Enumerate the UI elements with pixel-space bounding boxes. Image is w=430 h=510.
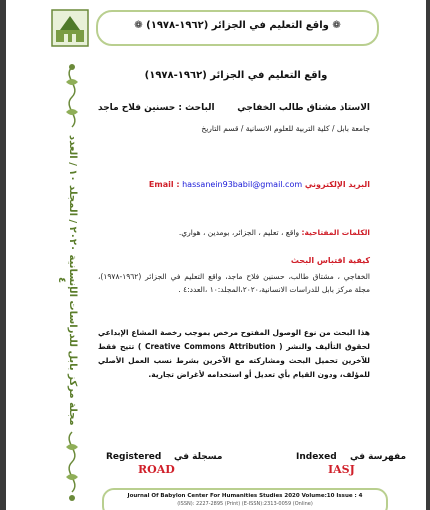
affiliation: جامعة بابل / كلية التربية للعلوم الانسانية / قسم التاريخ: [201, 124, 370, 133]
article-title: واقع التعليم في الجزائر (١٩٦٢-١٩٧٨): [144, 70, 328, 81]
license-text: هذا البحث من نوع الوصول المفتوح مرخص بموجب رخصة المشاع الإبداعي لحقوق التأليف والنشر ( Creative Commons Attribution ) تتيح فقط للآخرين تحميل البحث ومشاركته مع الآخرين بشرط نسب العمل الأصلي للمؤلف، ودون القيام بأي تعديل أو استخدامه لأغراض تجارية.: [98, 328, 370, 379]
keywords-row: [98, 228, 370, 237]
indexed-arabic-label: مفهرسة في: [350, 452, 407, 462]
registered-arabic-label: مسجلة في: [174, 452, 223, 462]
email-label: البريد الإلكتروني Email :: [148, 180, 370, 189]
keywords-value: واقع ، تعليم ، الجزائر، بومدين ، هواري.: [178, 228, 300, 237]
footer-frame: [102, 488, 388, 510]
indexed-label: Indexed: [296, 452, 337, 462]
issn-footer: (ISSN): 2227-2895 (Print) (E-ISSN):2313-0059 (Online): [177, 501, 313, 507]
document-page: [6, 0, 426, 510]
researcher-name: الباحث : حسنين فلاح ماجد: [98, 103, 215, 113]
email-link[interactable]: hassanein93babil@gmail.com: [182, 180, 303, 189]
citation-title: كيفية اقتباس البحث: [290, 256, 370, 265]
registered-label: Registered: [106, 452, 162, 462]
ornament-icon: ❁: [328, 20, 341, 31]
keywords-label: الكلمات المفتاحية:: [301, 228, 370, 237]
author-name: الاستاذ مشتاق طالب الخفاجي: [237, 103, 370, 113]
authors-row: [98, 103, 370, 113]
ornament-icon: ❁: [134, 20, 147, 31]
header-frame: [96, 10, 379, 46]
road-link[interactable]: ROAD: [138, 463, 175, 476]
journal-logo: [50, 8, 90, 48]
running-header: ❁ واقع التعليم في الجزائر (١٩٦٢-١٩٧٨) ❁: [134, 20, 341, 31]
iasj-link[interactable]: IASJ: [328, 463, 355, 476]
journal-footer: Journal Of Babylon Center For Humanities Studies 2020 Volume:10 Issue : 4: [127, 493, 363, 499]
citation-body: الخفاجي ، مشتاق طالب، حسنين فلاح ماجد، واقع التعليم في الجزائر (١٩٦٢-١٩٧٨)، مجلة مركز بابل للدراسات الانسانية،٢٠٢٠،المجلد:١٠ ،العدد:٤ .: [98, 272, 370, 294]
side-journal-text: مجلة مركز بابل للدراسات الإنسانية ٢٠٢٠ / المجلد ١٠ / العدد ٤: [56, 134, 78, 426]
email-row: [98, 180, 370, 189]
